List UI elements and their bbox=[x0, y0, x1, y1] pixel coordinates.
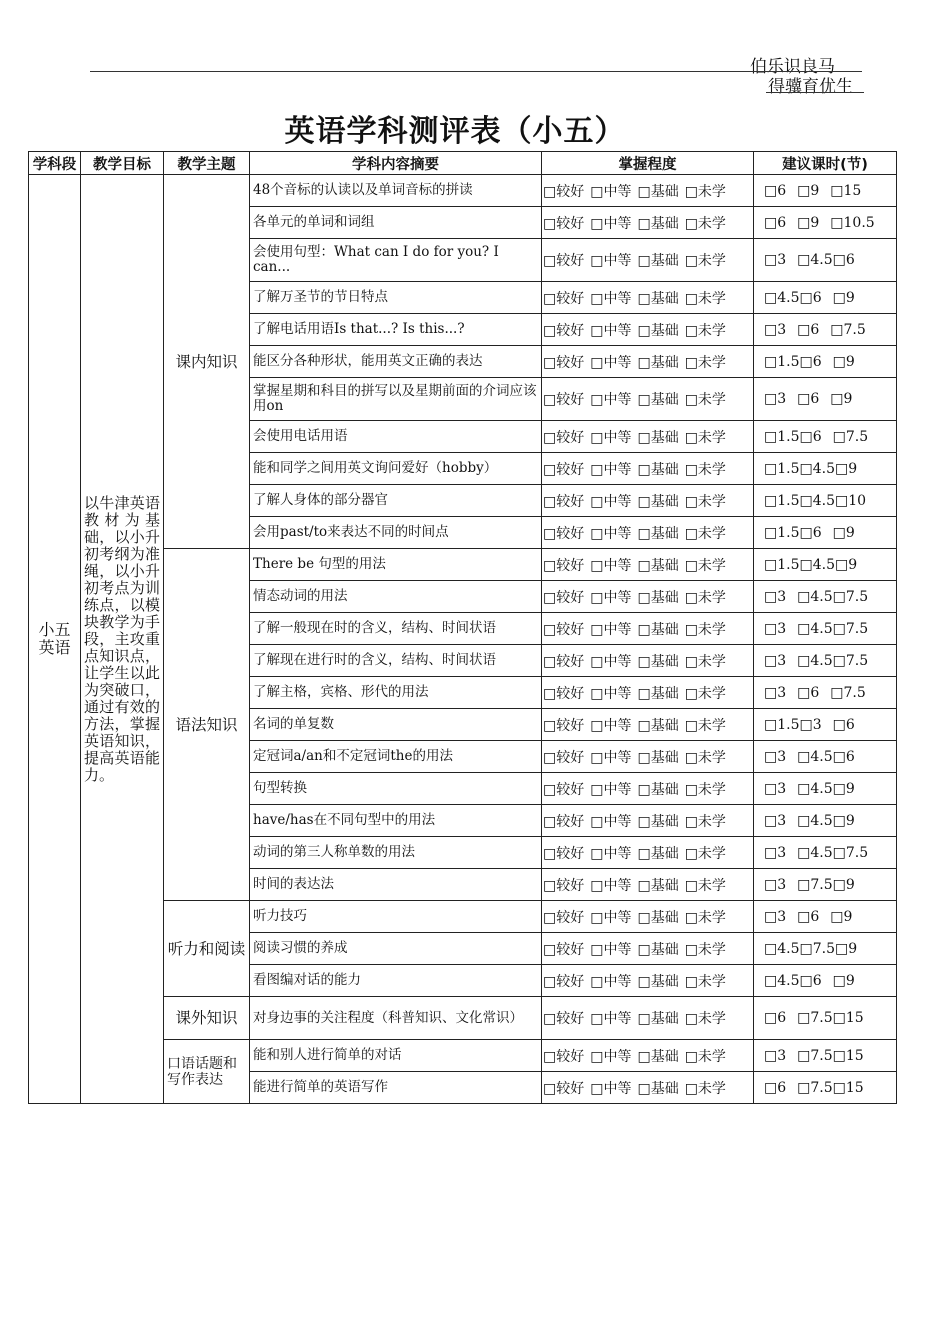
hours-checkbox[interactable]: □1.5□4.5□9 bbox=[764, 556, 858, 573]
hours-checkbox[interactable]: □3 bbox=[764, 844, 787, 861]
mastery-checkbox[interactable]: □中等 bbox=[590, 909, 632, 926]
mastery-options-cell bbox=[542, 1072, 754, 1104]
mastery-checkbox[interactable]: □基础 bbox=[637, 1080, 679, 1097]
hours-checkbox[interactable]: □1.5□3 bbox=[764, 716, 822, 733]
mastery-options-cell bbox=[542, 581, 754, 613]
mastery-checkbox[interactable]: □较好 bbox=[543, 717, 585, 734]
hours-options-cell bbox=[754, 773, 897, 805]
hours-options-cell bbox=[754, 239, 897, 282]
content-cell: 名词的单复数 bbox=[250, 709, 542, 741]
mastery-options-cell bbox=[542, 677, 754, 709]
mastery-checkbox[interactable]: □中等 bbox=[590, 685, 632, 702]
hours-options-cell bbox=[754, 378, 897, 421]
mastery-checkbox[interactable]: □基础 bbox=[637, 845, 679, 862]
mastery-checkbox[interactable]: □基础 bbox=[637, 1011, 679, 1027]
mastery-checkbox[interactable]: □中等 bbox=[590, 717, 632, 734]
hours-checkbox[interactable]: □7.5 bbox=[830, 684, 866, 701]
hours-options-cell bbox=[754, 901, 897, 933]
content-cell: 了解人身体的部分器官 bbox=[250, 485, 542, 517]
mastery-checkbox[interactable]: □较好 bbox=[543, 877, 585, 894]
content-cell: 能和别人进行简单的对话 bbox=[250, 1040, 542, 1072]
hours-checkbox[interactable]: □3 bbox=[764, 252, 787, 268]
mastery-checkbox[interactable]: □中等 bbox=[590, 215, 632, 232]
hours-checkbox[interactable]: □6 bbox=[764, 214, 787, 231]
hours-options-cell bbox=[754, 485, 897, 517]
mastery-options-cell bbox=[542, 175, 754, 207]
goal-cell: 以牛津英语教材为基础，以小升初考纲为准绳，以小升初考点为训练点，以模块教学为手段，主攻重点知识点，让学生以此为突破口，通过有效的方法，掌握英语知识，提高英语能力。 bbox=[81, 175, 164, 1104]
mastery-checkbox[interactable]: □较好 bbox=[543, 429, 585, 446]
mastery-checkbox[interactable]: □未学 bbox=[684, 653, 726, 670]
mastery-checkbox[interactable]: □未学 bbox=[684, 621, 726, 638]
hours-checkbox[interactable]: □6 bbox=[832, 716, 855, 733]
mastery-checkbox[interactable]: □中等 bbox=[590, 621, 632, 638]
mastery-options-cell bbox=[542, 549, 754, 581]
mastery-checkbox[interactable]: □未学 bbox=[684, 749, 726, 766]
content-cell: 会用past/to来表达不同的时间点 bbox=[250, 517, 542, 549]
hours-checkbox[interactable]: □4.5□7.5 bbox=[797, 588, 869, 605]
hours-checkbox[interactable]: □7.5 bbox=[830, 321, 866, 338]
mastery-checkbox[interactable]: □较好 bbox=[543, 589, 585, 606]
mastery-checkbox[interactable]: □中等 bbox=[590, 525, 632, 542]
hours-options-cell bbox=[754, 421, 897, 453]
mastery-checkbox[interactable]: □未学 bbox=[684, 589, 726, 606]
mastery-checkbox[interactable]: □未学 bbox=[684, 813, 726, 830]
hours-checkbox[interactable]: □7.5□9 bbox=[797, 876, 855, 893]
mastery-checkbox[interactable]: □中等 bbox=[590, 845, 632, 862]
content-cell: 对身边事的关注程度（科普知识、文化常识） bbox=[250, 997, 542, 1040]
motto-underline bbox=[766, 92, 864, 93]
mastery-options-cell bbox=[542, 773, 754, 805]
content-cell: 能区分各种形状，能用英文正确的表达 bbox=[250, 346, 542, 378]
content-cell: 了解主格，宾格、形代的用法 bbox=[250, 677, 542, 709]
col-header-goal: 教学目标 bbox=[81, 152, 164, 175]
mastery-options-cell bbox=[542, 645, 754, 677]
mastery-checkbox[interactable]: □基础 bbox=[637, 1048, 679, 1065]
content-cell: 了解一般现在时的含义，结构、时间状语 bbox=[250, 613, 542, 645]
hours-checkbox[interactable]: □4.5□7.5 bbox=[797, 652, 869, 669]
content-cell: 能和同学之间用英文询问爱好（hobby） bbox=[250, 453, 542, 485]
hours-checkbox[interactable]: □9 bbox=[830, 391, 853, 407]
hours-checkbox[interactable]: □4.5□7.5□9 bbox=[764, 940, 858, 957]
mastery-checkbox[interactable]: □基础 bbox=[637, 290, 679, 307]
mastery-checkbox[interactable]: □中等 bbox=[590, 589, 632, 606]
mastery-checkbox[interactable]: □较好 bbox=[543, 1080, 585, 1097]
mastery-checkbox[interactable]: □中等 bbox=[590, 781, 632, 798]
hours-checkbox[interactable]: □1.5□6 bbox=[764, 524, 822, 541]
hours-checkbox[interactable]: □9 bbox=[797, 214, 820, 231]
mastery-checkbox[interactable]: □较好 bbox=[543, 354, 585, 371]
hours-checkbox[interactable]: □9 bbox=[830, 908, 853, 925]
mastery-checkbox[interactable]: □未学 bbox=[684, 183, 726, 200]
mastery-checkbox[interactable]: □基础 bbox=[637, 941, 679, 958]
mastery-options-cell bbox=[542, 997, 754, 1040]
col-header-content: 学科内容摘要 bbox=[250, 152, 542, 175]
mastery-checkbox[interactable]: □基础 bbox=[637, 749, 679, 766]
mastery-checkbox[interactable]: □中等 bbox=[590, 392, 632, 408]
content-cell: 了解万圣节的节日特点 bbox=[250, 282, 542, 314]
mastery-checkbox[interactable]: □基础 bbox=[637, 461, 679, 478]
mastery-checkbox[interactable]: □未学 bbox=[684, 429, 726, 446]
header-rule bbox=[90, 71, 862, 72]
hours-checkbox[interactable]: □3 bbox=[764, 780, 787, 797]
mastery-checkbox[interactable]: □基础 bbox=[637, 215, 679, 232]
topic-cell: 课外知识 bbox=[164, 997, 250, 1040]
motto-line-2: 得骥育优生 bbox=[768, 77, 853, 97]
hours-checkbox[interactable]: □4.5□6 bbox=[764, 972, 822, 989]
mastery-checkbox[interactable]: □未学 bbox=[684, 461, 726, 478]
hours-checkbox[interactable]: □3 bbox=[764, 876, 787, 893]
topic-cell: 口语话题和写作表达 bbox=[164, 1040, 250, 1104]
mastery-options-cell bbox=[542, 453, 754, 485]
mastery-checkbox[interactable]: □较好 bbox=[543, 392, 585, 408]
hours-checkbox[interactable]: □6 bbox=[764, 1079, 787, 1096]
hours-checkbox[interactable]: □6 bbox=[797, 684, 820, 701]
mastery-checkbox[interactable]: □中等 bbox=[590, 653, 632, 670]
mastery-options-cell bbox=[542, 613, 754, 645]
col-header-segment: 学科段 bbox=[29, 152, 81, 175]
mastery-checkbox[interactable]: □基础 bbox=[637, 909, 679, 926]
mastery-checkbox[interactable]: □较好 bbox=[543, 525, 585, 542]
mastery-checkbox[interactable]: □基础 bbox=[637, 589, 679, 606]
hours-options-cell bbox=[754, 965, 897, 997]
mastery-options-cell bbox=[542, 901, 754, 933]
mastery-checkbox[interactable]: □基础 bbox=[637, 354, 679, 371]
hours-checkbox[interactable]: □1.5□4.5□10 bbox=[764, 492, 867, 509]
mastery-checkbox[interactable]: □未学 bbox=[684, 392, 726, 408]
col-header-hours: 建议课时(节) bbox=[754, 152, 897, 175]
mastery-options-cell bbox=[542, 282, 754, 314]
topic-cell: 语法知识 bbox=[164, 549, 250, 901]
hours-checkbox[interactable]: □1.5□4.5□9 bbox=[764, 460, 858, 477]
content-cell: 能进行简单的英语写作 bbox=[250, 1072, 542, 1104]
mastery-checkbox[interactable]: □中等 bbox=[590, 1080, 632, 1097]
mastery-checkbox[interactable]: □基础 bbox=[637, 685, 679, 702]
mastery-checkbox[interactable]: □未学 bbox=[684, 845, 726, 862]
hours-options-cell bbox=[754, 805, 897, 837]
mastery-checkbox[interactable]: □未学 bbox=[684, 1048, 726, 1065]
hours-options-cell bbox=[754, 1040, 897, 1072]
hours-checkbox[interactable]: □3 bbox=[764, 1047, 787, 1064]
mastery-checkbox[interactable]: □未学 bbox=[684, 973, 726, 990]
mastery-checkbox[interactable]: □较好 bbox=[543, 685, 585, 702]
content-cell: 句型转换 bbox=[250, 773, 542, 805]
content-cell: have/has在不同句型中的用法 bbox=[250, 805, 542, 837]
table-row bbox=[29, 175, 897, 207]
mastery-checkbox[interactable]: □较好 bbox=[543, 461, 585, 478]
hours-checkbox[interactable]: □6 bbox=[764, 1010, 787, 1026]
mastery-checkbox[interactable]: □较好 bbox=[543, 183, 585, 200]
mastery-checkbox[interactable]: □中等 bbox=[590, 322, 632, 339]
content-cell: 了解电话用语Is that...? Is this...? bbox=[250, 314, 542, 346]
mastery-options-cell bbox=[542, 837, 754, 869]
hours-checkbox[interactable]: □9 bbox=[832, 289, 855, 306]
hours-checkbox[interactable]: □7.5□15 bbox=[797, 1010, 864, 1026]
hours-checkbox[interactable]: □4.5□9 bbox=[797, 780, 855, 797]
hours-options-cell bbox=[754, 207, 897, 239]
mastery-checkbox[interactable]: □中等 bbox=[590, 1048, 632, 1065]
hours-checkbox[interactable]: □4.5□7.5 bbox=[797, 620, 869, 637]
mastery-checkbox[interactable]: □较好 bbox=[543, 253, 585, 269]
content-cell: 会使用句型：What can I do for you? I can... bbox=[250, 239, 542, 282]
mastery-checkbox[interactable]: □未学 bbox=[684, 253, 726, 269]
mastery-checkbox[interactable]: □基础 bbox=[637, 525, 679, 542]
content-cell: There be 句型的用法 bbox=[250, 549, 542, 581]
mastery-checkbox[interactable]: □基础 bbox=[637, 973, 679, 990]
mastery-checkbox[interactable]: □中等 bbox=[590, 354, 632, 371]
hours-checkbox[interactable]: □6 bbox=[797, 321, 820, 338]
hours-checkbox[interactable]: □1.5□6 bbox=[764, 353, 822, 370]
hours-checkbox[interactable]: □6 bbox=[797, 908, 820, 925]
hours-checkbox[interactable]: □1.5□6 bbox=[764, 428, 822, 445]
mastery-checkbox[interactable]: □基础 bbox=[637, 322, 679, 339]
mastery-checkbox[interactable]: □基础 bbox=[637, 653, 679, 670]
mastery-options-cell bbox=[542, 239, 754, 282]
motto-line-1: 伯乐识良马 bbox=[750, 57, 835, 77]
mastery-checkbox[interactable]: □中等 bbox=[590, 557, 632, 574]
hours-options-cell bbox=[754, 933, 897, 965]
mastery-options-cell bbox=[542, 805, 754, 837]
hours-checkbox[interactable]: □9 bbox=[832, 524, 855, 541]
mastery-checkbox[interactable]: □未学 bbox=[684, 322, 726, 339]
hours-options-cell bbox=[754, 613, 897, 645]
content-cell: 时间的表达法 bbox=[250, 869, 542, 901]
mastery-checkbox[interactable]: □较好 bbox=[543, 941, 585, 958]
mastery-options-cell bbox=[542, 421, 754, 453]
content-cell: 掌握星期和科目的拼写以及星期前面的介词应该用on bbox=[250, 378, 542, 421]
mastery-checkbox[interactable]: □基础 bbox=[637, 253, 679, 269]
hours-checkbox[interactable]: □4.5□6 bbox=[797, 252, 855, 268]
mastery-checkbox[interactable]: □较好 bbox=[543, 1011, 585, 1027]
mastery-options-cell bbox=[542, 933, 754, 965]
table-header-row bbox=[29, 152, 897, 175]
mastery-checkbox[interactable]: □未学 bbox=[684, 493, 726, 510]
hours-checkbox[interactable]: □7.5□15 bbox=[797, 1079, 864, 1096]
content-cell: 阅读习惯的养成 bbox=[250, 933, 542, 965]
mastery-checkbox[interactable]: □较好 bbox=[543, 290, 585, 307]
mastery-checkbox[interactable]: □较好 bbox=[543, 973, 585, 990]
mastery-checkbox[interactable]: □基础 bbox=[637, 392, 679, 408]
topic-cell: 听力和阅读 bbox=[164, 901, 250, 997]
mastery-checkbox[interactable]: □未学 bbox=[684, 877, 726, 894]
mastery-checkbox[interactable]: □较好 bbox=[543, 749, 585, 766]
hours-checkbox[interactable]: □4.5□6 bbox=[797, 748, 855, 765]
mastery-checkbox[interactable]: □基础 bbox=[637, 877, 679, 894]
hours-checkbox[interactable]: □4.5□7.5 bbox=[797, 844, 869, 861]
mastery-checkbox[interactable]: □中等 bbox=[590, 813, 632, 830]
hours-checkbox[interactable]: □3 bbox=[764, 620, 787, 637]
col-header-topic: 教学主题 bbox=[164, 152, 250, 175]
mastery-checkbox[interactable]: □未学 bbox=[684, 525, 726, 542]
mastery-options-cell bbox=[542, 965, 754, 997]
content-cell: 会使用电话用语 bbox=[250, 421, 542, 453]
mastery-checkbox[interactable]: □未学 bbox=[684, 717, 726, 734]
mastery-checkbox[interactable]: □较好 bbox=[543, 653, 585, 670]
mastery-checkbox[interactable]: □较好 bbox=[543, 813, 585, 830]
assessment-table bbox=[28, 151, 897, 1104]
mastery-checkbox[interactable]: □中等 bbox=[590, 429, 632, 446]
mastery-checkbox[interactable]: □较好 bbox=[543, 493, 585, 510]
hours-checkbox[interactable]: □15 bbox=[830, 182, 862, 199]
mastery-checkbox[interactable]: □基础 bbox=[637, 183, 679, 200]
hours-options-cell bbox=[754, 997, 897, 1040]
mastery-checkbox[interactable]: □较好 bbox=[543, 322, 585, 339]
mastery-checkbox[interactable]: □基础 bbox=[637, 557, 679, 574]
mastery-checkbox[interactable]: □未学 bbox=[684, 941, 726, 958]
mastery-checkbox[interactable]: □未学 bbox=[684, 909, 726, 926]
hours-options-cell bbox=[754, 677, 897, 709]
content-cell: 听力技巧 bbox=[250, 901, 542, 933]
content-cell: 动词的第三人称单数的用法 bbox=[250, 837, 542, 869]
mastery-checkbox[interactable]: □中等 bbox=[590, 493, 632, 510]
hours-checkbox[interactable]: □3 bbox=[764, 684, 787, 701]
mastery-checkbox[interactable]: □中等 bbox=[590, 749, 632, 766]
hours-options-cell bbox=[754, 282, 897, 314]
hours-checkbox[interactable]: □3 bbox=[764, 391, 787, 407]
mastery-checkbox[interactable]: □未学 bbox=[684, 290, 726, 307]
mastery-checkbox[interactable]: □基础 bbox=[637, 621, 679, 638]
mastery-checkbox[interactable]: □中等 bbox=[590, 290, 632, 307]
content-cell: 48个音标的认读以及单词音标的拼读 bbox=[250, 175, 542, 207]
hours-options-cell bbox=[754, 314, 897, 346]
hours-checkbox[interactable]: □9 bbox=[832, 972, 855, 989]
mastery-options-cell bbox=[542, 485, 754, 517]
hours-options-cell bbox=[754, 741, 897, 773]
segment-cell: 小五英语 bbox=[29, 175, 81, 1104]
content-cell: 了解现在进行时的含义，结构、时间状语 bbox=[250, 645, 542, 677]
hours-checkbox[interactable]: □7.5 bbox=[832, 428, 869, 445]
mastery-checkbox[interactable]: □中等 bbox=[590, 253, 632, 269]
mastery-options-cell bbox=[542, 869, 754, 901]
hours-options-cell bbox=[754, 645, 897, 677]
hours-options-cell bbox=[754, 869, 897, 901]
mastery-checkbox[interactable]: □中等 bbox=[590, 877, 632, 894]
mastery-checkbox[interactable]: □基础 bbox=[637, 781, 679, 798]
mastery-checkbox[interactable]: □未学 bbox=[684, 1080, 726, 1097]
hours-options-cell bbox=[754, 453, 897, 485]
hours-options-cell bbox=[754, 517, 897, 549]
mastery-options-cell bbox=[542, 741, 754, 773]
hours-checkbox[interactable]: □3 bbox=[764, 321, 787, 338]
hours-checkbox[interactable]: □4.5□9 bbox=[797, 812, 855, 829]
mastery-checkbox[interactable]: □中等 bbox=[590, 461, 632, 478]
hours-checkbox[interactable]: □3 bbox=[764, 748, 787, 765]
content-cell: 看图编对话的能力 bbox=[250, 965, 542, 997]
content-cell: 情态动词的用法 bbox=[250, 581, 542, 613]
hours-checkbox[interactable]: □10.5 bbox=[830, 214, 875, 231]
mastery-options-cell bbox=[542, 709, 754, 741]
hours-checkbox[interactable]: □6 bbox=[797, 391, 820, 407]
mastery-checkbox[interactable]: □未学 bbox=[684, 1011, 726, 1027]
mastery-checkbox[interactable]: □基础 bbox=[637, 429, 679, 446]
content-cell: 各单元的单词和词组 bbox=[250, 207, 542, 239]
mastery-checkbox[interactable]: □未学 bbox=[684, 781, 726, 798]
hours-checkbox[interactable]: □3 bbox=[764, 588, 787, 605]
hours-checkbox[interactable]: □3 bbox=[764, 652, 787, 669]
hours-options-cell bbox=[754, 175, 897, 207]
hours-checkbox[interactable]: □3 bbox=[764, 908, 787, 925]
mastery-checkbox[interactable]: □基础 bbox=[637, 717, 679, 734]
mastery-checkbox[interactable]: □中等 bbox=[590, 1011, 632, 1027]
content-cell: 定冠词a/an和不定冠词the的用法 bbox=[250, 741, 542, 773]
hours-checkbox[interactable]: □7.5□15 bbox=[797, 1047, 864, 1064]
mastery-checkbox[interactable]: □未学 bbox=[684, 215, 726, 232]
mastery-checkbox[interactable]: □基础 bbox=[637, 493, 679, 510]
hours-options-cell bbox=[754, 709, 897, 741]
mastery-checkbox[interactable]: □中等 bbox=[590, 941, 632, 958]
mastery-options-cell bbox=[542, 1040, 754, 1072]
hours-checkbox[interactable]: □3 bbox=[764, 812, 787, 829]
mastery-checkbox[interactable]: □较好 bbox=[543, 781, 585, 798]
hours-checkbox[interactable]: □9 bbox=[797, 182, 820, 199]
hours-options-cell bbox=[754, 346, 897, 378]
mastery-checkbox[interactable]: □中等 bbox=[590, 973, 632, 990]
hours-options-cell bbox=[754, 837, 897, 869]
hours-options-cell bbox=[754, 1072, 897, 1104]
mastery-options-cell bbox=[542, 314, 754, 346]
page-title: 英语学科测评表（小五） bbox=[284, 114, 626, 149]
hours-checkbox[interactable]: □6 bbox=[764, 182, 787, 199]
mastery-checkbox[interactable]: □较好 bbox=[543, 621, 585, 638]
mastery-checkbox[interactable]: □较好 bbox=[543, 1048, 585, 1065]
mastery-options-cell bbox=[542, 346, 754, 378]
hours-checkbox[interactable]: □4.5□6 bbox=[764, 289, 822, 306]
mastery-checkbox[interactable]: □未学 bbox=[684, 685, 726, 702]
mastery-checkbox[interactable]: □较好 bbox=[543, 845, 585, 862]
mastery-options-cell bbox=[542, 378, 754, 421]
mastery-options-cell bbox=[542, 517, 754, 549]
hours-options-cell bbox=[754, 549, 897, 581]
mastery-checkbox[interactable]: □未学 bbox=[684, 354, 726, 371]
table-body bbox=[29, 175, 897, 1104]
mastery-checkbox[interactable]: □未学 bbox=[684, 557, 726, 574]
hours-checkbox[interactable]: □9 bbox=[832, 353, 855, 370]
mastery-checkbox[interactable]: □中等 bbox=[590, 183, 632, 200]
topic-cell: 课内知识 bbox=[164, 175, 250, 549]
hours-options-cell bbox=[754, 581, 897, 613]
mastery-checkbox[interactable]: □较好 bbox=[543, 215, 585, 232]
mastery-checkbox[interactable]: □较好 bbox=[543, 557, 585, 574]
mastery-checkbox[interactable]: □较好 bbox=[543, 909, 585, 926]
mastery-options-cell bbox=[542, 207, 754, 239]
col-header-mastery: 掌握程度 bbox=[542, 152, 754, 175]
mastery-checkbox[interactable]: □基础 bbox=[637, 813, 679, 830]
